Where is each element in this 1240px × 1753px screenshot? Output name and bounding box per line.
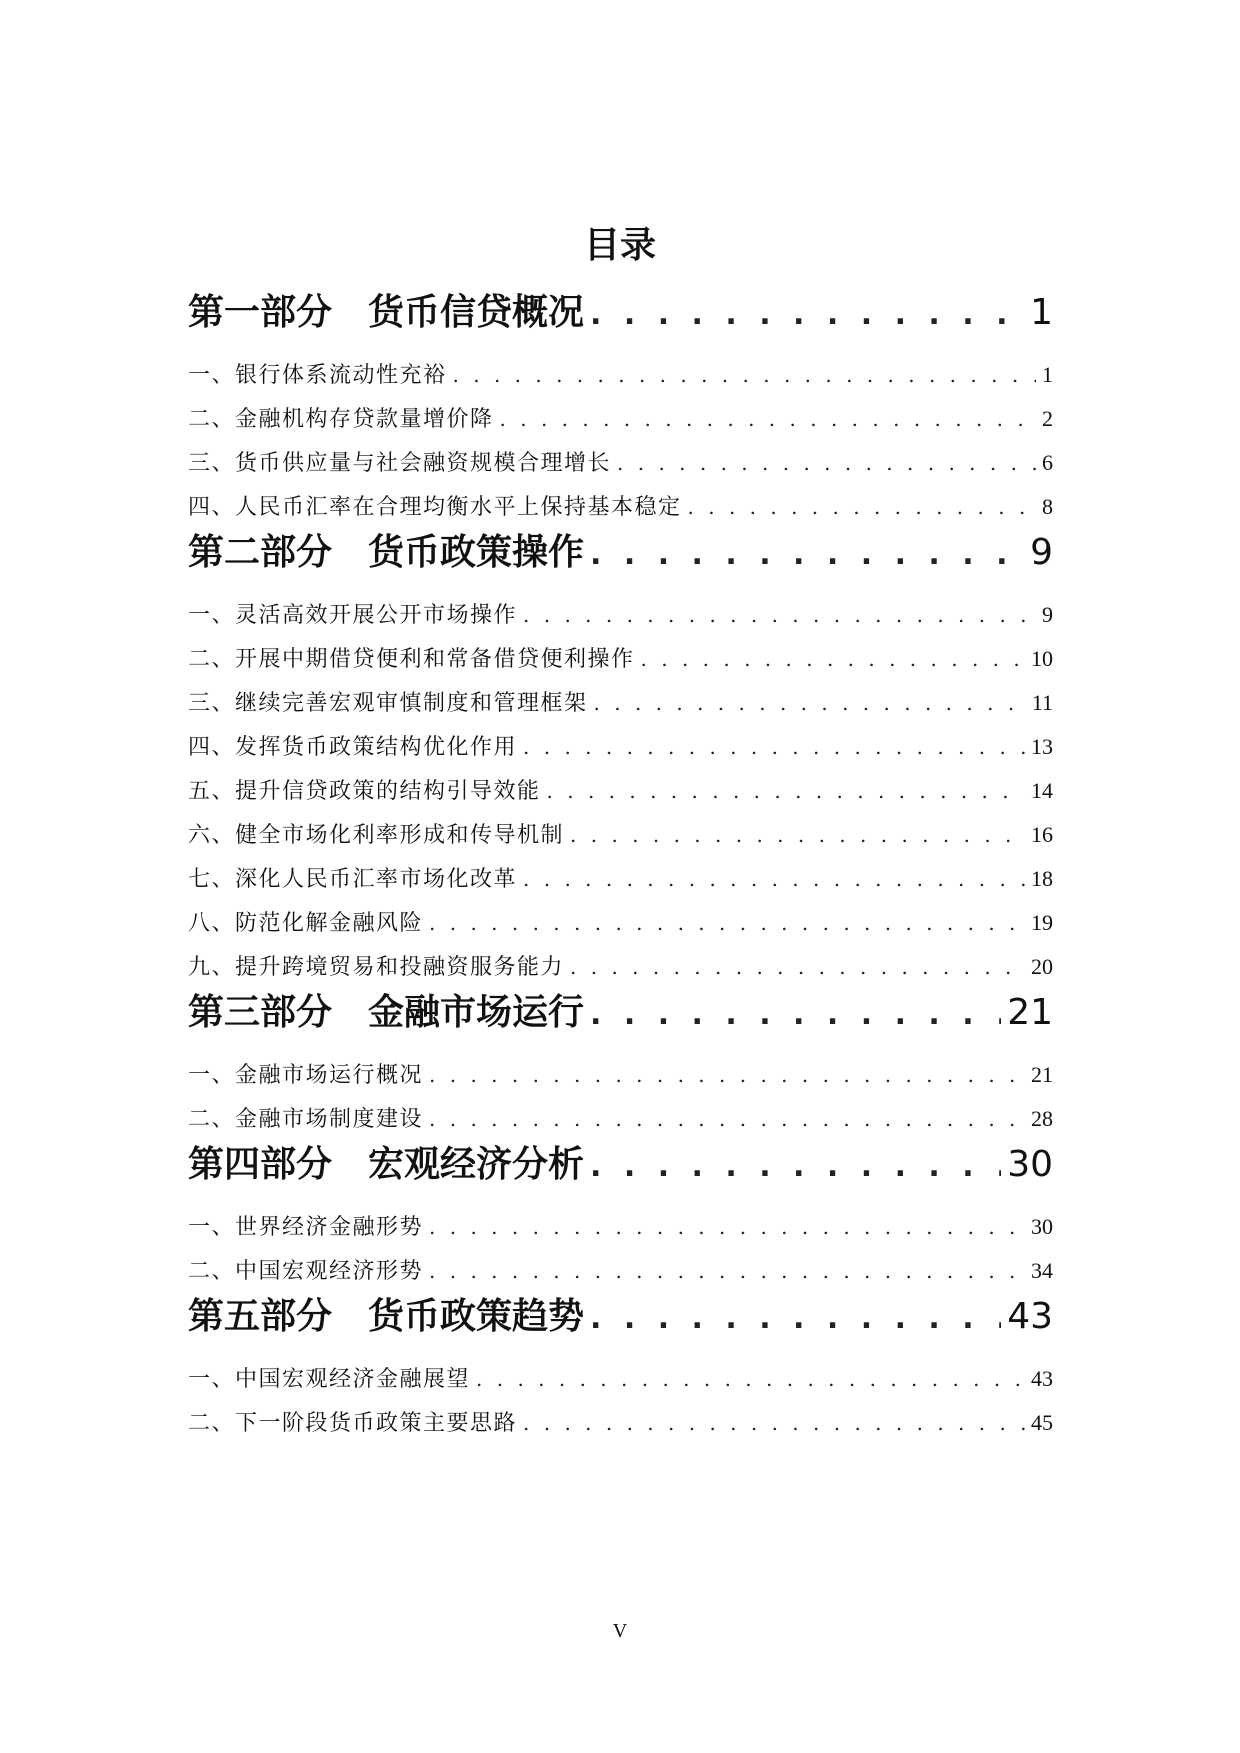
toc-section-row[interactable] [188, 1294, 1053, 1340]
toc-item-row[interactable] [188, 491, 1053, 523]
toc-page-number: 34 [1031, 1258, 1053, 1283]
dot-leader [570, 819, 1025, 851]
page-number: V [612, 1620, 628, 1642]
toc-page-number: 30 [1031, 1214, 1053, 1239]
toc-item-row[interactable] [188, 731, 1053, 763]
dot-leader [590, 1296, 1001, 1342]
toc-page-number: 11 [1031, 690, 1053, 715]
toc-page-number: 10 [1031, 646, 1053, 671]
toc-page-number: 8 [1042, 494, 1053, 519]
toc-item-title: 二、金融机构存贷款量增价降 [188, 407, 494, 432]
toc-item-row[interactable] [188, 599, 1053, 631]
dot-leader [688, 491, 1036, 523]
toc-page-number: 43 [1007, 1296, 1053, 1337]
toc-item-title: 五、提升信贷政策的结构引导效能 [188, 779, 541, 804]
toc-item-title: 三、货币供应量与社会融资规模合理增长 [188, 451, 612, 476]
dot-leader [590, 1144, 1001, 1190]
dot-leader [523, 1407, 1025, 1439]
toc-item-title: 一、银行体系流动性充裕 [188, 363, 447, 388]
toc-section-title: 第二部分 货币政策操作 [188, 532, 585, 573]
toc-section-title: 第一部分 货币信贷概况 [188, 292, 585, 333]
toc-item-row[interactable] [188, 687, 1053, 719]
toc-section-title: 第三部分 金融市场运行 [188, 992, 585, 1033]
toc-page-number: 6 [1042, 450, 1053, 475]
toc-item-row[interactable] [188, 1211, 1053, 1243]
dot-leader [429, 1255, 1025, 1287]
toc-item-title: 七、深化人民币汇率市场化改革 [188, 867, 518, 892]
toc-page-number: 18 [1031, 866, 1053, 891]
dot-leader [523, 599, 1036, 631]
dot-leader [500, 403, 1036, 435]
dot-leader [617, 447, 1036, 479]
toc-item-row[interactable] [188, 775, 1053, 807]
toc-page-number: 20 [1031, 954, 1053, 979]
toc-item-row[interactable] [188, 1059, 1053, 1091]
toc-page-number: 45 [1031, 1410, 1053, 1435]
toc-item-title: 四、发挥货币政策结构优化作用 [188, 735, 518, 760]
dot-leader [429, 1103, 1025, 1135]
toc-item-row[interactable] [188, 1255, 1053, 1287]
dot-leader [570, 951, 1025, 983]
toc-page-number: 19 [1031, 910, 1053, 935]
toc-section-row[interactable] [188, 990, 1053, 1036]
toc-item-row[interactable] [188, 1363, 1053, 1395]
toc-page-number: 9 [1042, 602, 1053, 627]
toc-section-row[interactable] [188, 1142, 1053, 1188]
toc-item-row[interactable] [188, 819, 1053, 851]
dot-leader [594, 687, 1026, 719]
toc-page-number: 1 [1030, 292, 1053, 333]
toc-page-number: 43 [1031, 1366, 1053, 1391]
toc-item-title: 二、中国宏观经济形势 [188, 1259, 424, 1284]
dot-leader [547, 775, 1025, 807]
toc-section-row[interactable] [188, 290, 1053, 336]
toc-item-title: 九、提升跨境贸易和投融资服务能力 [188, 955, 565, 980]
dot-leader [453, 359, 1036, 391]
toc-page-number: 28 [1031, 1106, 1053, 1131]
dot-leader [641, 643, 1025, 675]
dot-leader [590, 532, 1024, 578]
toc-page-number: 1 [1042, 362, 1053, 387]
toc-section-row[interactable] [188, 530, 1053, 576]
dot-leader [523, 863, 1025, 895]
toc-item-row[interactable] [188, 359, 1053, 391]
toc-item-title: 二、开展中期借贷便利和常备借贷便利操作 [188, 647, 635, 672]
toc-section-title: 第五部分 货币政策趋势 [188, 1296, 585, 1337]
toc-item-title: 一、金融市场运行概况 [188, 1063, 424, 1088]
toc-item-title: 三、继续完善宏观审慎制度和管理框架 [188, 691, 588, 716]
toc-item-title: 一、世界经济金融形势 [188, 1215, 424, 1240]
toc-item-title: 二、下一阶段货币政策主要思路 [188, 1411, 518, 1436]
toc-item-title: 四、人民币汇率在合理均衡水平上保持基本稳定 [188, 495, 682, 520]
toc-page-number: 21 [1007, 992, 1053, 1033]
toc-item-title: 六、健全市场化利率形成和传导机制 [188, 823, 565, 848]
toc-item-row[interactable] [188, 951, 1053, 983]
toc-page-number: 2 [1042, 406, 1053, 431]
toc-item-title: 八、防范化解金融风险 [188, 911, 424, 936]
toc-page-number: 13 [1031, 734, 1053, 759]
dot-leader [429, 907, 1025, 939]
toc-item-row[interactable] [188, 907, 1053, 939]
toc-page-number: 9 [1030, 532, 1053, 573]
toc-item-row[interactable] [188, 643, 1053, 675]
dot-leader [590, 992, 1001, 1038]
toc-page-number: 21 [1031, 1062, 1053, 1087]
toc-item-row[interactable] [188, 1407, 1053, 1439]
toc-item-row[interactable] [188, 447, 1053, 479]
toc-page-number: 30 [1007, 1144, 1053, 1185]
toc-item-row[interactable] [188, 1103, 1053, 1135]
toc-item-title: 一、中国宏观经济金融展望 [188, 1367, 471, 1392]
dot-leader [429, 1211, 1025, 1243]
dot-leader [429, 1059, 1025, 1091]
toc-section-title: 第四部分 宏观经济分析 [188, 1144, 585, 1185]
toc-item-row[interactable] [188, 863, 1053, 895]
page-title: 目录 [583, 225, 656, 266]
dot-leader [523, 731, 1025, 763]
toc-item-title: 二、金融市场制度建设 [188, 1107, 424, 1132]
toc-page-number: 14 [1031, 778, 1053, 803]
dot-leader [590, 292, 1024, 338]
toc-item-row[interactable] [188, 403, 1053, 435]
toc-item-title: 一、灵活高效开展公开市场操作 [188, 603, 518, 628]
toc-page-number: 16 [1031, 822, 1053, 847]
dot-leader [476, 1363, 1025, 1395]
